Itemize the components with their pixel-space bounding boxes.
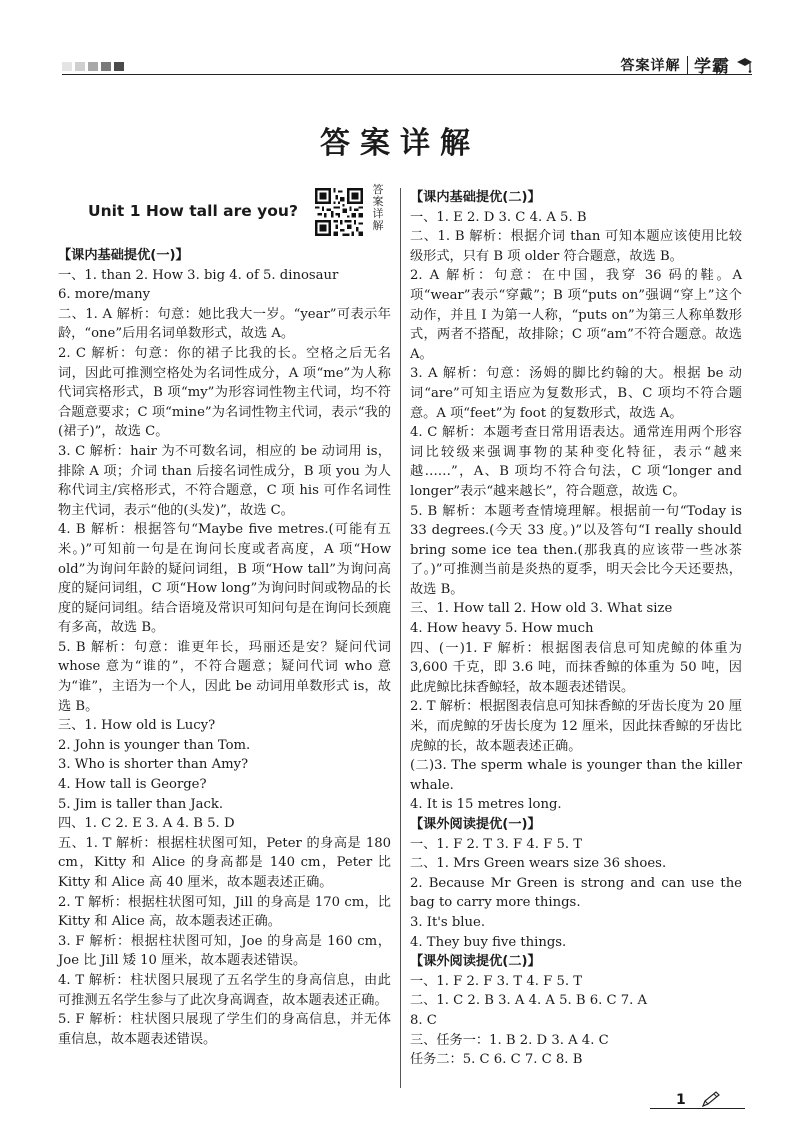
answer-line: 4. C 解析：本题考查日常用语表达。通常连用两个形容词比较级来强调事物的某种变化特征，表示“越来越……”，A、B 项均不符合句法，C 项“longer and longer”表示“越来越长”，符合题意，故选 C。 <box>410 425 742 499</box>
page-footer <box>676 1091 722 1109</box>
answer-line: 一、1. F 2. T 3. F 4. F 5. T <box>410 836 583 852</box>
header-decoration <box>62 62 124 71</box>
answer-line: 5. F 解析：柱状图只展现了学生们的身高信息，并无体重信息，故本题表述错误。 <box>58 1012 391 1047</box>
column-divider <box>400 188 401 1088</box>
answer-line: 2. Because Mr Green is strong and can use the bag to carry more things. <box>410 875 742 911</box>
answer-line: 2. A 解析：句意：在中国，我穿 36 码的鞋。A 项“wear”表示“穿戴”；B 项“puts on”强调“穿上”这个动作，并且 I 为第一人称，“puts on”为第三人称单数形式，两者不搭配，故排除；C 项“am”不符合题意。故选 A。 <box>410 268 742 362</box>
answer-line: 2. John is younger than Tom. <box>58 737 251 753</box>
answer-line: 4. B 解析：根据答句“Maybe five metres.(可能有五米。)”可知前一句是在询问长度或者高度，A 项“How old”为询问年龄的疑问词组，B 项“How tall”为询问高度的疑问词组，C 项“How long”为询问时间或物品的长度的疑问词组。结合语境及常识可知问句是在询问长颈鹿有多高，故选 B。 <box>58 522 391 636</box>
answer-line: 二、1. C 2. B 3. A 4. A 5. B 6. C 7. A <box>410 993 648 1009</box>
answer-line: 3. It's blue. <box>410 914 486 930</box>
answer-line: 3. F 解析：根据柱状图可知，Joe 的身高是 160 cm，Joe 比 Jill 矮 10 厘米，故本题表述错误。 <box>58 933 391 969</box>
qr-caption: 答案详解 <box>372 183 384 232</box>
right-answer-list <box>410 188 742 1070</box>
qr-code-icon[interactable] <box>315 188 363 236</box>
decor-square <box>114 62 124 71</box>
section-heading: 【课外阅读提优(二)】 <box>410 954 541 970</box>
answer-line: 8. C <box>410 1012 437 1028</box>
answer-line: 一、1. than 2. How 3. big 4. of 5. dinosaur <box>58 267 339 283</box>
answer-line: 4. How tall is George? <box>58 777 207 793</box>
answer-line: 任务二：5. C 6. C 7. C 8. B <box>410 1052 583 1068</box>
page-number: 1 <box>676 1092 686 1108</box>
answer-line: 三、1. How tall 2. How old 3. What size <box>410 601 673 617</box>
answer-line: 一、1. E 2. D 3. C 4. A 5. B <box>410 209 587 225</box>
page-title: 答案详解 <box>320 126 480 161</box>
answer-line: 三、1. How old is Lucy? <box>58 718 216 734</box>
answer-line: 三、任务一：1. B 2. D 3. A 4. C <box>410 1032 609 1048</box>
graduation-cap-icon <box>736 56 752 74</box>
brand-logo: 学霸 <box>694 57 730 77</box>
answer-line: 5. Jim is taller than Jack. <box>58 796 224 812</box>
answer-line: 3. A 解析：句意：汤姆的脚比约翰的大。根据 be 动词“are”可知主语应为复数形式，B、C 项均不符合题意。A 项“feet”为 foot 的复数形式，故选 A。 <box>410 366 742 421</box>
answer-line: 4. They buy five things. <box>410 934 567 950</box>
answer-line: 2. C 解析：句意：你的裙子比我的长。空格之后无名词，因此可推测空格处为名词性成分，A 项“me”为人称代词宾格形式，B 项“my”为形容词性物主代词，均不符合题意要求；C 项“mine”为名词性物主代词，表示“我的(裙子)”，故选 C。 <box>58 345 391 440</box>
answer-line: 一、1. F 2. F 3. T 4. F 5. T <box>410 973 583 989</box>
decor-square <box>62 62 72 71</box>
decor-square <box>88 62 98 71</box>
answer-line: 6. more/many <box>58 287 151 303</box>
answer-line: 5. B 解析：句意：谁更年长，玛丽还是安？疑问代词 whose 意为“谁的”，不符合题意；疑问代词 who 意为“谁”，主语为一个人，因此 be 动词用单数形式 is，故选 B。 <box>58 639 391 714</box>
answer-line: 3. Who is shorter than Amy? <box>58 757 249 773</box>
decor-square <box>75 62 85 71</box>
section-heading: 【课内基础提优(一)】 <box>58 248 189 263</box>
answer-line: 二、1. B 解析：根据介词 than 可知本题应该使用比较级形式，只有 B 项 older 符合题意，故选 B。 <box>410 229 742 264</box>
page-header <box>0 0 800 90</box>
unit-title: Unit 1 How tall are you? <box>88 202 298 220</box>
answer-line: 五、1. T 解析：根据柱状图可知，Peter 的身高是 180 cm，Kitty 和 Alice 的身高都是 140 cm，Peter 比 Kitty 和 Alice 高 40 厘米，故本题表述正确。 <box>58 835 391 890</box>
decor-square <box>101 62 111 71</box>
header-separator <box>687 56 689 74</box>
header-section-title: 答案详解 <box>620 57 681 74</box>
left-column <box>58 183 391 1049</box>
section-heading: 【课外阅读提优(一)】 <box>410 817 541 832</box>
answer-line: 二、1. A 解析：句意：她比我大一岁。“year”可表示年龄，“one”后用名词单数形式，故选 A。 <box>58 306 391 342</box>
unit-header <box>58 183 391 246</box>
answer-line: 2. T 解析：根据柱状图可知，Jill 的身高是 170 cm，比 Kitty 和 Alice 高，故本题表述正确。 <box>58 894 391 930</box>
answer-line: 2. T 解析：根据图表信息可知抹香鲸的牙齿长度为 20 厘米，而虎鲸的牙齿长度为 12 厘米，因此抹香鲸的牙齿比虎鲸的长，故本题表述正确。 <box>410 699 742 754</box>
answer-line: 四、(一)1. F 解析：根据图表信息可知虎鲸的体重为 3,600 千克，即 3.6 吨，而抹香鲸的体重为 50 吨，因此虎鲸比抹香鲸轻，故本题表述错误。 <box>410 640 742 695</box>
answer-line: 4. It is 15 metres long. <box>410 797 562 813</box>
section-heading: 【课内基础提优(二)】 <box>410 190 541 205</box>
answer-line: (二)3. The sperm whale is younger than the killer whale. <box>410 758 742 793</box>
answer-line: 二、1. Mrs Green wears size 36 shoes. <box>410 856 667 872</box>
left-answer-list <box>58 246 391 1049</box>
right-column <box>410 188 742 1070</box>
answer-line: 5. B 解析：本题考查情境理解。根据前一句“Today is 33 degrees.(今天 33 度。)”以及答句“I really should bring some ice tea then.(那我真的应该带一些冰茶了。)”可推测当前是炎热的夏季，明天会比今天还要热，故选 B。 <box>410 503 742 597</box>
pencil-icon <box>700 1091 722 1109</box>
answer-line: 4. T 解析：柱状图只展现了五名学生的身高信息，由此可推测五名学生参与了此次身高调查，故本题表述正确。 <box>58 972 391 1008</box>
answer-line: 4. How heavy 5. How much <box>410 621 594 637</box>
answer-line: 3. C 解析：hair 为不可数名词，相应的 be 动词用 is，排除 A 项；介词 than 后接名词性成分，B 项 you 为人称代词主/宾格形式，不符合题意，C 项 his 可作名词性物主代词，表示“他的(头发)”，故选 C。 <box>58 443 391 518</box>
answer-line: 四、1. C 2. E 3. A 4. B 5. D <box>58 816 235 832</box>
